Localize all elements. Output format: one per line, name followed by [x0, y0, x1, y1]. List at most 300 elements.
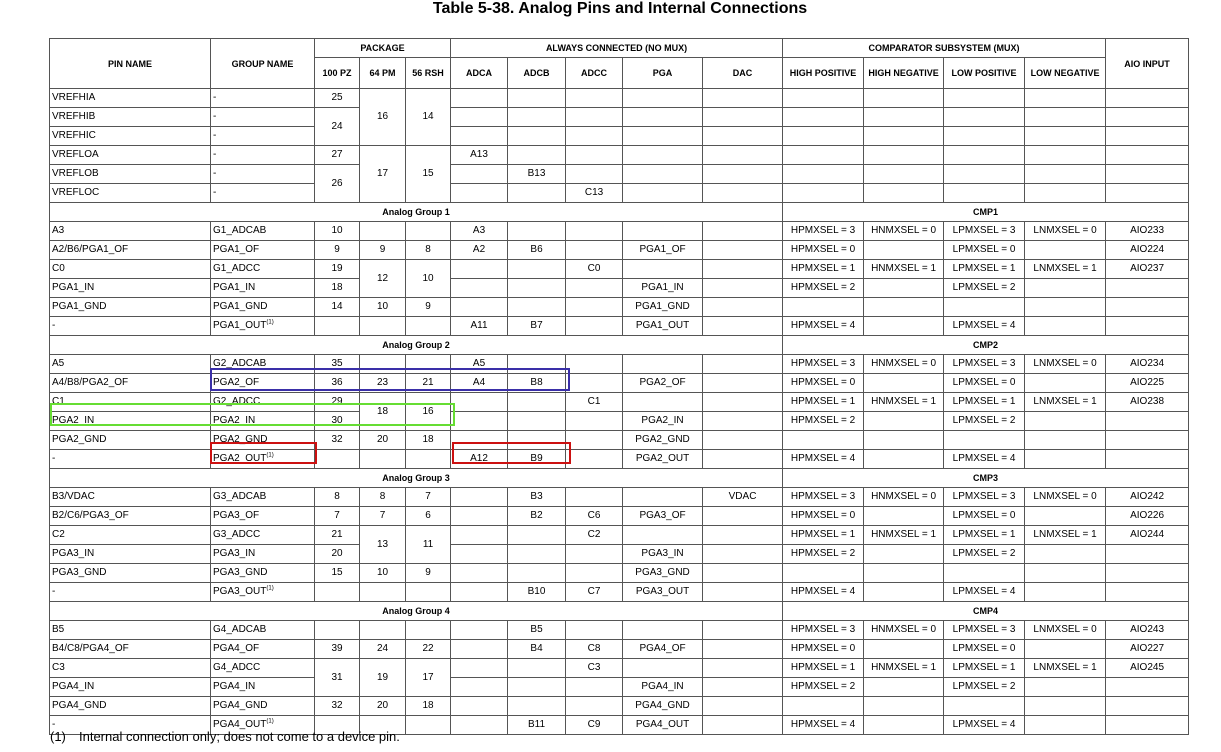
cell-high-negative	[864, 564, 944, 583]
cell-text: 22	[422, 643, 434, 654]
cell-pkg-64pm	[360, 355, 406, 374]
footnote-number: (1)	[50, 729, 66, 744]
cell-low-negative	[1025, 583, 1106, 602]
header-pga: PGA	[623, 58, 703, 89]
cell-text: PGA4_GND	[52, 700, 107, 711]
cell-pin-name	[50, 165, 211, 184]
cell-text: PGA2_OF	[639, 377, 686, 388]
cell-text: HPMXSEL = 3	[790, 624, 856, 635]
cell-text: PGA4_GND	[635, 700, 690, 711]
cell-text: B7	[530, 320, 543, 331]
cell-adcb	[508, 697, 566, 716]
cell-group-name	[211, 184, 315, 203]
cell-text: HPMXSEL = 4	[790, 453, 856, 464]
cell-text: AIO237	[1130, 263, 1165, 274]
cell-text: G4_ADCAB	[213, 624, 267, 635]
cell-text: LPMXSEL = 2	[952, 548, 1016, 559]
cell-text: PGA2_OUT	[635, 453, 690, 464]
cell-adca	[451, 241, 508, 260]
cell-text: 26	[331, 177, 343, 189]
cell-adcc	[566, 108, 623, 127]
cell-low-negative	[1025, 260, 1106, 279]
cell-group-name	[211, 545, 315, 564]
cell-text: 21	[331, 529, 343, 540]
footnote-ref: (1)	[266, 718, 274, 725]
cell-adca	[451, 678, 508, 697]
cell-low-positive	[944, 488, 1025, 507]
cell-pin-name	[50, 697, 211, 716]
cell-pkg-100pz	[315, 450, 360, 469]
cell-text: AIO243	[1130, 624, 1165, 635]
comparator-label: CMP2	[783, 336, 1189, 355]
cell-dac	[703, 279, 783, 298]
cell-text: LNMXSEL = 0	[1033, 225, 1097, 236]
cell-high-positive	[783, 317, 864, 336]
cell-pin-name	[50, 146, 211, 165]
cell-text: C0	[52, 263, 65, 274]
group-header-row	[50, 469, 1189, 488]
cell-pkg-100pz	[315, 545, 360, 564]
cell-text: VDAC	[728, 491, 757, 502]
cell-text: PGA1_OF	[639, 244, 686, 255]
cell-text: LPMXSEL = 2	[952, 282, 1016, 293]
cell-high-positive	[783, 488, 864, 507]
cell-aio-input	[1106, 412, 1189, 431]
cell-adcb	[508, 716, 566, 735]
cell-text: C3	[52, 662, 65, 673]
cell-text: 16	[376, 111, 389, 122]
cell-dac	[703, 431, 783, 450]
cell-group-name	[211, 108, 315, 127]
cell-pga	[623, 488, 703, 507]
cell-text: A2/B6/PGA1_OF	[52, 244, 129, 255]
cell-pkg-64pm	[360, 146, 406, 203]
cell-dac	[703, 488, 783, 507]
cell-pga	[623, 412, 703, 431]
cell-text: 8	[379, 491, 386, 502]
cell-pga	[623, 279, 703, 298]
cell-pga	[623, 507, 703, 526]
cell-low-negative	[1025, 659, 1106, 678]
cell-dac	[703, 621, 783, 640]
cell-adcc	[566, 640, 623, 659]
cell-low-positive	[944, 716, 1025, 735]
cell-pkg-100pz	[315, 165, 360, 203]
cell-text: PGA3_GND	[213, 567, 268, 578]
cell-text: LNMXSEL = 1	[1033, 396, 1097, 407]
cell-adcb	[508, 450, 566, 469]
cell-text: HPMXSEL = 4	[790, 320, 856, 331]
table-row	[50, 374, 1189, 393]
cell-pin-name	[50, 260, 211, 279]
table-row	[50, 317, 1189, 336]
table-row	[50, 431, 1189, 450]
group-header-row	[50, 602, 1189, 621]
cell-pkg-56rsh	[406, 583, 451, 602]
cell-pga	[623, 545, 703, 564]
header-package: PACKAGE	[315, 39, 451, 58]
cell-low-positive	[944, 526, 1025, 545]
cell-aio-input	[1106, 583, 1189, 602]
cell-adca	[451, 583, 508, 602]
cell-text: AIO234	[1130, 358, 1165, 369]
cell-dac	[703, 127, 783, 146]
cell-text: 10	[331, 225, 343, 236]
cell-aio-input	[1106, 716, 1189, 735]
cell-pkg-100pz	[315, 355, 360, 374]
cell-dac	[703, 317, 783, 336]
cell-low-negative	[1025, 526, 1106, 545]
cell-pin-name	[50, 355, 211, 374]
cell-pkg-64pm	[360, 450, 406, 469]
cell-adca	[451, 184, 508, 203]
cell-pkg-56rsh	[406, 431, 451, 450]
cell-high-negative	[864, 279, 944, 298]
cell-text: 8	[334, 491, 340, 502]
cell-pkg-56rsh	[406, 450, 451, 469]
cell-pin-name	[50, 393, 211, 412]
cell-text: LPMXSEL = 4	[952, 320, 1016, 331]
cell-group-name	[211, 640, 315, 659]
cell-text: HPMXSEL = 0	[790, 244, 856, 255]
cell-high-positive	[783, 241, 864, 260]
cell-text: VREFLOC	[52, 187, 100, 198]
cell-high-positive	[783, 545, 864, 564]
cell-adcc	[566, 374, 623, 393]
cell-text: LPMXSEL = 1	[952, 662, 1016, 673]
cell-text: LPMXSEL = 4	[952, 586, 1016, 597]
cell-high-negative	[864, 545, 944, 564]
cell-text: LPMXSEL = 0	[952, 643, 1016, 654]
cell-high-negative	[864, 317, 944, 336]
cell-low-negative	[1025, 374, 1106, 393]
cell-pkg-56rsh	[406, 716, 451, 735]
cell-pga	[623, 450, 703, 469]
table-body	[50, 89, 1189, 735]
cell-pkg-100pz	[315, 298, 360, 317]
cell-text: 15	[331, 567, 343, 578]
header-aio-input: AIO INPUT	[1106, 39, 1189, 89]
cell-pkg-56rsh	[406, 621, 451, 640]
table-row	[50, 621, 1189, 640]
cell-text: PGA2_OUT	[213, 453, 267, 464]
cell-high-positive	[783, 583, 864, 602]
cell-adcb	[508, 659, 566, 678]
header-always-connected: ALWAYS CONNECTED (NO MUX)	[451, 39, 783, 58]
cell-text: HPMXSEL = 2	[790, 282, 856, 293]
cell-aio-input	[1106, 640, 1189, 659]
cell-group-name	[211, 355, 315, 374]
cell-text: LPMXSEL = 1	[952, 396, 1016, 407]
cell-text: HPMXSEL = 0	[790, 643, 856, 654]
cell-group-name	[211, 412, 315, 431]
cell-group-name	[211, 279, 315, 298]
cell-high-positive	[783, 393, 864, 412]
cell-text: 20	[376, 700, 389, 711]
cell-low-positive	[944, 184, 1025, 203]
cell-adca	[451, 355, 508, 374]
cell-group-name	[211, 317, 315, 336]
cell-pin-name	[50, 640, 211, 659]
cell-group-name	[211, 431, 315, 450]
cell-text: 18	[376, 405, 389, 417]
analog-pins-table	[49, 38, 1189, 735]
cell-text: 9	[425, 301, 431, 312]
cell-adca	[451, 165, 508, 184]
cell-text: HPMXSEL = 4	[790, 719, 856, 730]
cell-aio-input	[1106, 621, 1189, 640]
cell-high-negative	[864, 165, 944, 184]
table-row	[50, 545, 1189, 564]
cell-dac	[703, 374, 783, 393]
cell-low-negative	[1025, 697, 1106, 716]
cell-high-positive	[783, 412, 864, 431]
cell-adca	[451, 298, 508, 317]
cell-adcb	[508, 165, 566, 184]
cell-low-positive	[944, 450, 1025, 469]
cell-text: VREFHIC	[52, 130, 96, 141]
cell-text: 6	[425, 510, 431, 521]
cell-high-negative	[864, 146, 944, 165]
cell-adcc	[566, 507, 623, 526]
cell-text: -	[52, 320, 56, 331]
cell-high-positive	[783, 222, 864, 241]
cell-text: A4	[472, 377, 486, 388]
cell-text: 36	[331, 377, 343, 388]
cell-high-positive	[783, 621, 864, 640]
cell-text: A2	[472, 244, 486, 255]
cell-low-positive	[944, 355, 1025, 374]
cell-text: A3	[52, 225, 65, 236]
cell-adcb	[508, 564, 566, 583]
cell-text: PGA1_GND	[635, 301, 690, 312]
cell-text: HNMXSEL = 1	[871, 263, 937, 274]
cell-text: 35	[331, 358, 343, 369]
cell-high-positive	[783, 659, 864, 678]
cell-pkg-56rsh	[406, 260, 451, 298]
cell-text: A13	[470, 149, 488, 160]
cell-adca	[451, 621, 508, 640]
cell-text: B5	[52, 624, 65, 635]
cell-dac	[703, 716, 783, 735]
cell-text: HPMXSEL = 0	[790, 510, 856, 521]
cell-text: 27	[331, 149, 343, 160]
cell-adcb	[508, 431, 566, 450]
cell-adcc	[566, 716, 623, 735]
header-high-negative: HIGH NEGATIVE	[864, 58, 944, 89]
cell-high-negative	[864, 526, 944, 545]
cell-text: A12	[470, 453, 488, 464]
cell-high-negative	[864, 488, 944, 507]
cell-aio-input	[1106, 260, 1189, 279]
cell-dac	[703, 640, 783, 659]
cell-text: B4/C8/PGA4_OF	[52, 643, 129, 654]
cell-text: PGA3_IN	[213, 548, 256, 559]
cell-text: PGA2_GND	[52, 434, 107, 445]
cell-high-negative	[864, 621, 944, 640]
cell-low-positive	[944, 89, 1025, 108]
cell-text: C0	[587, 263, 601, 274]
cell-group-name	[211, 621, 315, 640]
cell-text: PGA3_OUT	[213, 586, 267, 597]
cell-high-negative	[864, 393, 944, 412]
cell-text: A5	[472, 358, 486, 369]
cell-high-positive	[783, 146, 864, 165]
cell-text: HNMXSEL = 1	[871, 396, 937, 407]
cell-low-negative	[1025, 412, 1106, 431]
header-100pz: 100 PZ	[315, 58, 360, 89]
cell-pkg-64pm	[360, 393, 406, 431]
footnote-ref: (1)	[266, 452, 274, 459]
cell-low-positive	[944, 678, 1025, 697]
cell-pkg-100pz	[315, 621, 360, 640]
cell-high-positive	[783, 279, 864, 298]
cell-text: G4_ADCC	[213, 662, 261, 673]
cell-pkg-56rsh	[406, 355, 451, 374]
cell-pkg-64pm	[360, 488, 406, 507]
cell-pga	[623, 716, 703, 735]
cell-adcb	[508, 640, 566, 659]
cell-pin-name	[50, 374, 211, 393]
cell-dac	[703, 697, 783, 716]
cell-adcb	[508, 298, 566, 317]
cell-pkg-100pz	[315, 564, 360, 583]
cell-dac	[703, 222, 783, 241]
cell-text: AIO225	[1130, 377, 1165, 388]
cell-text: AIO244	[1130, 529, 1165, 540]
cell-pkg-64pm	[360, 659, 406, 697]
cell-text: 7	[425, 491, 431, 502]
cell-text: 20	[376, 434, 389, 445]
cell-pkg-56rsh	[406, 697, 451, 716]
cell-group-name	[211, 146, 315, 165]
cell-group-name	[211, 127, 315, 146]
cell-pga	[623, 659, 703, 678]
cell-text: -	[213, 92, 217, 103]
cell-group-name	[211, 507, 315, 526]
cell-text: VREFLOA	[52, 149, 99, 160]
cell-text: AIO238	[1130, 396, 1165, 407]
cell-dac	[703, 89, 783, 108]
cell-text: G1_ADCAB	[213, 225, 267, 236]
cell-text: C7	[587, 586, 601, 597]
cell-adcc	[566, 222, 623, 241]
cell-adca	[451, 545, 508, 564]
cell-text: B5	[530, 624, 543, 635]
cell-text: -	[52, 453, 56, 464]
cell-text: B6	[530, 244, 543, 255]
table-row	[50, 697, 1189, 716]
cell-adca	[451, 640, 508, 659]
cell-text: 14	[331, 301, 343, 312]
cell-low-negative	[1025, 355, 1106, 374]
cell-adcc	[566, 184, 623, 203]
cell-text: B10	[527, 586, 546, 597]
cell-dac	[703, 108, 783, 127]
table-row	[50, 108, 1189, 127]
cell-text: 9	[425, 567, 431, 578]
cell-text: HNMXSEL = 1	[871, 662, 937, 673]
cell-high-negative	[864, 260, 944, 279]
cell-text: G2_ADCC	[213, 396, 261, 407]
cell-low-negative	[1025, 127, 1106, 146]
table-row	[50, 89, 1189, 108]
cell-low-negative	[1025, 184, 1106, 203]
cell-text: PGA2_OF	[213, 377, 260, 388]
cell-pin-name	[50, 412, 211, 431]
footnote-ref: (1)	[266, 585, 274, 592]
cell-low-positive	[944, 108, 1025, 127]
cell-pkg-64pm	[360, 298, 406, 317]
cell-pin-name	[50, 222, 211, 241]
cell-text: 8	[425, 244, 431, 255]
cell-text: 16	[422, 405, 434, 417]
cell-adcb	[508, 412, 566, 431]
cell-pkg-100pz	[315, 222, 360, 241]
cell-low-positive	[944, 583, 1025, 602]
cell-text: HPMXSEL = 3	[790, 358, 856, 369]
cell-adca	[451, 564, 508, 583]
cell-text: PGA1_OUT	[635, 320, 690, 331]
cell-adcb	[508, 108, 566, 127]
cell-dac	[703, 678, 783, 697]
header-high-positive: HIGH POSITIVE	[783, 58, 864, 89]
cell-pkg-100pz	[315, 640, 360, 659]
cell-text: -	[213, 168, 217, 179]
cell-text: LPMXSEL = 2	[952, 415, 1016, 426]
cell-adcc	[566, 564, 623, 583]
cell-text: LPMXSEL = 3	[952, 491, 1016, 502]
cell-pin-name	[50, 507, 211, 526]
cell-high-positive	[783, 127, 864, 146]
cell-adca	[451, 431, 508, 450]
cell-pkg-64pm	[360, 526, 406, 564]
cell-adcb	[508, 355, 566, 374]
cell-low-positive	[944, 241, 1025, 260]
cell-pkg-64pm	[360, 260, 406, 298]
cell-aio-input	[1106, 374, 1189, 393]
cell-adca	[451, 526, 508, 545]
cell-pkg-64pm	[360, 222, 406, 241]
cell-aio-input	[1106, 184, 1189, 203]
cell-adcc	[566, 146, 623, 165]
cell-pga	[623, 222, 703, 241]
cell-pga	[623, 184, 703, 203]
cell-text: LNMXSEL = 0	[1033, 491, 1097, 502]
cell-text: HPMXSEL = 0	[790, 377, 856, 388]
cell-high-negative	[864, 697, 944, 716]
cell-text: 29	[331, 396, 343, 407]
footnote	[50, 729, 400, 744]
table-row	[50, 260, 1189, 279]
cell-text: B9	[530, 453, 543, 464]
cell-text: 9	[379, 244, 386, 255]
table-row	[50, 241, 1189, 260]
cell-adcc	[566, 260, 623, 279]
cell-pin-name	[50, 583, 211, 602]
cell-text: 25	[331, 92, 343, 103]
group-header-row	[50, 203, 1189, 222]
cell-pkg-64pm	[360, 374, 406, 393]
cell-pga	[623, 355, 703, 374]
cell-text: HPMXSEL = 1	[790, 396, 856, 407]
cell-high-negative	[864, 108, 944, 127]
cell-adcc	[566, 697, 623, 716]
cell-text: AIO233	[1130, 225, 1165, 236]
cell-group-name	[211, 678, 315, 697]
cell-text: PGA3_OF	[213, 510, 260, 521]
cell-adcc	[566, 279, 623, 298]
